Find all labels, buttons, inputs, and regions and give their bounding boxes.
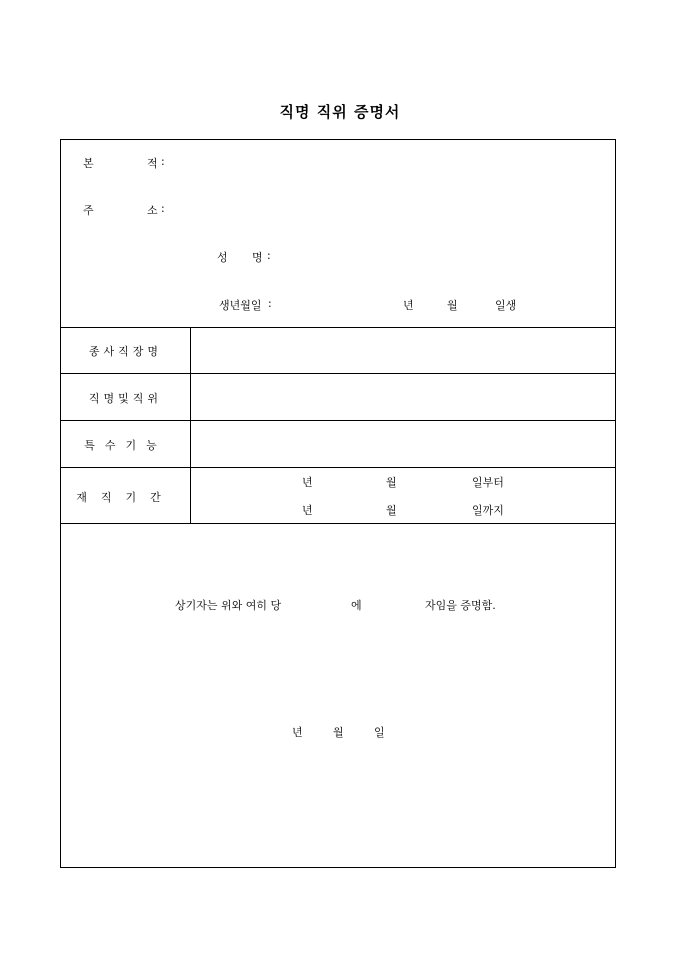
- statement-part-3: 자임을 증명함.: [425, 599, 496, 612]
- date-year-unit: 년: [292, 726, 303, 739]
- name-colon: :: [267, 249, 271, 262]
- tenure-start-month: 월: [386, 476, 397, 489]
- birth-year-unit: 년: [403, 299, 414, 312]
- tenure-label: 재직기간: [76, 491, 175, 504]
- workplace-label: 종사직장명: [88, 345, 163, 358]
- domicile-label-first: 본: [83, 157, 94, 170]
- address-label-second: 소: [147, 204, 158, 217]
- divider-skill: [61, 420, 615, 421]
- name-label-first: 성: [217, 251, 228, 264]
- birth-month-unit: 월: [447, 299, 458, 312]
- address-label-first: 주: [83, 204, 94, 217]
- tenure-end-year: 년: [302, 504, 313, 517]
- date-day-unit: 일: [374, 726, 385, 739]
- birth-day-unit: 일생: [495, 299, 517, 312]
- divider-position: [61, 373, 615, 374]
- skill-label: 특수기능: [84, 439, 167, 452]
- tenure-end-month: 월: [386, 504, 397, 517]
- column-divider: [190, 327, 191, 523]
- birth-colon: :: [268, 297, 272, 310]
- page-title: 직명 직위 증명서: [279, 103, 401, 121]
- date-month-unit: 월: [333, 726, 344, 739]
- name-label-second: 명: [252, 251, 263, 264]
- statement-part-1: 상기자는 위와 여히 당: [175, 599, 282, 612]
- divider-statement: [61, 523, 615, 524]
- certificate-form: [60, 139, 616, 868]
- tenure-end-day: 일까지: [472, 504, 504, 517]
- position-label: 직명및직위: [88, 392, 163, 405]
- tenure-start-year: 년: [302, 476, 313, 489]
- domicile-colon: :: [161, 155, 165, 168]
- birth-label: 생년월일: [219, 299, 262, 312]
- statement-part-2: 에: [351, 599, 362, 612]
- divider-tenure: [61, 467, 615, 468]
- domicile-label-second: 적: [147, 157, 158, 170]
- address-colon: :: [161, 202, 165, 215]
- divider-workplace: [61, 327, 615, 328]
- tenure-start-day: 일부터: [472, 476, 504, 489]
